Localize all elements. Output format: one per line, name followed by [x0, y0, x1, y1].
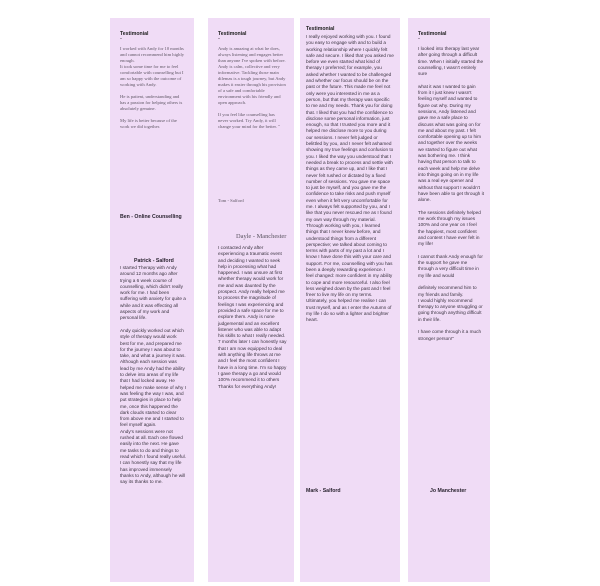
testimonial-author-ben: Ben - Online Counselling	[120, 214, 182, 220]
testimonial-text-patrick: I started Therapy with Andy around 12 months ago after trying a 6 week course of counselling, which didn't really work for me. I had been suffering with anxiety for quite a while and it was effecting all aspects of my work and personal life. Andy quickly worked out which style of therapy would work best for me, and prepared me for the journey I was about to take, and what a journey it was. Although each session was lead by me Andy had the ability to delve into areas of my life that I had locked away. He helped me make sense of why I was feeling the way I was, and put strategies in place to help me, once this happened the dark clouds started to clear from above me and I started to feel myself again. Andy's sessions were not rushed at all. Each one flowed easily into the next. He gave me tasks to do and things to read which I found really useful. I can honestly say that my life has improved immensely thanks to Andy, although he will say its thanks to me.	[120, 265, 186, 485]
testimonial-card-jo	[408, 18, 490, 582]
testimonial-heading: Testimonial	[306, 26, 335, 32]
testimonial-heading: Testimonial	[418, 31, 447, 37]
testimonial-card-ben	[110, 18, 194, 582]
quote-mark: "	[218, 37, 220, 42]
testimonial-text-tom: Andy is amazing at what he does, always listening and engages better than anyone I've spoken with before. Andy is calm, collective and very informative. Tackling those main dilemas is a tough journey, but Andy makes it easier through his provision of a safe and comfortable environment with his friendly and open approach. If you feel like counselling has never worked. Try Andy, it will change your mind for the better. "	[218, 46, 286, 129]
testimonial-text-mark: I really enjoyed working with you. I found you easy to engage with and to build a working relationship where I quickly felt safe and secure. I liked that you asked me before we even started what kind of therapy I preferred; for example, you asked whether I wanted to be challenged and whether our focus should be on the past or the future. This made me feel not only were you interested in me as a person, but that my therapy was specific to me and my needs. Thank you for doing that. I liked that you had the confidence to disclose some personal information, just enough, so that I trusted you more and it helped me disclose more to you during our sessions. I never felt judged or belittled by you, and I never felt ashamed showing my true feelings and confusion to you. I liked the way you understood that I needed a break to process and settle with things as they came up, and I like that I never felt rushed or dictated by a fixed number of sessions. You gave me space to just be myself, and you gave me the confidence to take risks and push myself even when it felt very uncomfortable for me. I always felt supported by you, and I like that you never rescued me as I found my own way through my material. Through working with you, I learned things that I never knew before, and understood things from a different perspective; we talked about coming to terms with parts of my past a lot and I know I have done this with your care and support. For me, counselling with you has been a deeply rewarding experience. I feel changed: more confident in my ability to cope and more resourceful. I also feel less weighed down by the past and I feel freer to live my life on my terms. Ultimately, you helped me realise I can trust myself, and as I enter the Autumn of my life I do so with a lighter and brighter heart.	[306, 34, 396, 323]
testimonial-text-jo: I looked into therapy last year after going through a difficult time. When I initially started the counselling, I wasn't entirely sure what it was I wanted to gain from it I just knew I wasn't feeling myself and wanted to figure out why. During my sessions, Andy listened and gave me a safe place to discuss what was going on for me and about my past. I felt comfortable opening up to him and together over the weeks we started to figure out what was bothering me. I think having that person to talk to each week and help me delve into things going on in my life was a real eye opener and without that support I wouldn't have been able to get through it alone. The sessions definitely helped me work through my issues 100% and one year on I feel the happiest, most confident and content I have ever felt in my life! I cannot thank Andy enough for the support he gave me through a very difficult time in my life and would definitely recommend him to my friends and family. I would highly recommend therapy to anyone struggling or going through anything difficult in their life. I have come through it a much stronger person!"	[418, 46, 484, 341]
testimonial-heading: Testimonial	[120, 31, 149, 37]
testimonial-text-ben: I worked with Andy for 10 months and cannot recommend him highly enough. It took some time for me to feel comfortable with counselling but I am so happy with the outcome of working with Andy. He is patient, understanding and has a passion for helping others is absolutely genuine. My life is better because of the work we did together.	[120, 46, 185, 129]
testimonial-heading: Testimonial	[218, 31, 247, 37]
testimonial-author-tom: Tom - Salford	[218, 198, 244, 203]
quote-mark: "	[418, 37, 420, 42]
testimonial-card-tom	[208, 18, 294, 582]
quote-mark: "	[120, 37, 122, 42]
testimonial-author-jo: Jo Manchester	[430, 488, 467, 494]
testimonial-author-mark: Mark - Salford	[306, 488, 341, 494]
testimonial-text-dayle: I contacted Andy after experiencing a traumatic event and deciding I wanted to seek help in processing what had happened. I was unsure at first whether therapy would work for me and was daunted by the prospect. Andy really helped me to process the magnitude of feelings I was experiencing and provided a safe space for me to explore them. Andy is none judgemental and an excellent listener who was able to adapt his skills to what I really needed. 7 months later I can honestly say that I am now equipped to deal with anything life throws at me and I feel the most confident I have in a long time. I'm so happy I gave therapy a go and would 100% recommend it to others Thanks for everything Andy!	[218, 245, 287, 389]
testimonial-author-patrick: Patrick - Salford	[134, 258, 174, 264]
testimonial-card-mark	[300, 18, 400, 582]
testimonial-author-dayle: Dayle - Manchester	[236, 233, 287, 240]
